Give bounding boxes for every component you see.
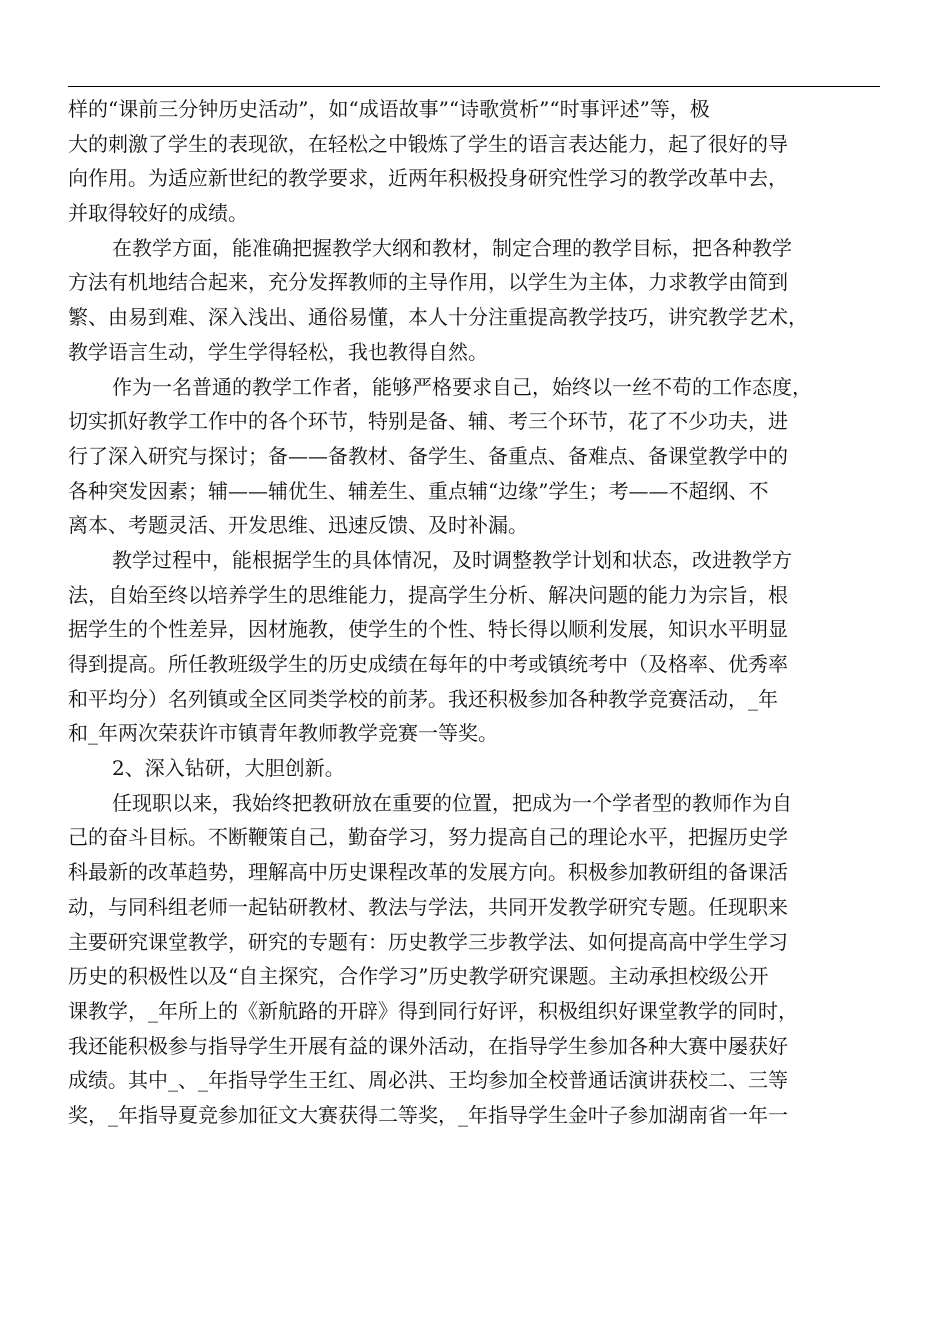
text-line: 动，与同科组老师一起钻研教材、教法与学法，共同开发教学研究专题。任现职来	[68, 894, 788, 919]
text-line: 和_年两次荣获许市镇青年教师教学竞赛一等奖。	[68, 721, 498, 746]
text-line: 离本、考题灵活、开发思维、迅速反馈、及时补漏。	[68, 513, 528, 538]
text-line: 行了深入研究与探讨；备——备教材、备学生、备重点、备难点、备课堂教学中的	[68, 443, 788, 468]
text-line: 各种突发因素；辅——辅优生、辅差生、重点辅“边缘”学生；考——不超纲、不	[68, 478, 769, 503]
text-line: 奖，_年指导夏竞参加征文大赛获得二等奖，_年指导学生金叶子参加湖南省一年一	[68, 1102, 788, 1127]
text-line: 我还能积极参与指导学生开展有益的课外活动，在指导学生参加各种大赛中屡获好	[68, 1033, 788, 1058]
text-line: 教学语言生动，学生学得轻松，我也教得自然。	[68, 339, 488, 364]
header-rule	[68, 86, 880, 87]
text-line: 己的奋斗目标。不断鞭策自己，勤奋学习，努力提高自己的理论水平，把握历史学	[68, 825, 788, 850]
document-body	[68, 92, 884, 1133]
text-line: 科最新的改革趋势，理解高中历史课程改革的发展方向。积极参加教研组的备课活	[68, 860, 788, 885]
text-line: 并取得较好的成绩。	[68, 201, 248, 226]
text-line: 法，自始至终以培养学生的思维能力，提高学生分析、解决问题的能力为宗旨，根	[68, 582, 788, 607]
text-line: 据学生的个性差异，因材施教，使学生的个性、特长得以顺利发展，知识水平明显	[68, 617, 788, 642]
text-line: 和平均分）名列镇或全区同类学校的前茅。我还积极参加各种教学竞赛活动，_年	[68, 686, 778, 711]
text-line: 样的“课前三分钟历史活动”，如“成语故事”“诗歌赏析”“时事评述”等，极	[68, 97, 710, 121]
text-line: 历史的积极性以及“自主探究，合作学习”历史教学研究课题。主动承担校级公开	[68, 964, 769, 989]
text-line: 在教学方面，能准确把握教学大纲和教材，制定合理的教学目标，把各种教学	[112, 235, 792, 260]
text-line: 方法有机地结合起来，充分发挥教师的主导作用，以学生为主体，力求教学由简到	[68, 270, 788, 295]
text-line: 向作用。为适应新世纪的教学要求，近两年积极投身研究性学习的教学改革中去，	[68, 166, 788, 191]
text-line: 得到提高。所任教班级学生的历史成绩在每年的中考或镇统考中（及格率、优秀率	[68, 652, 788, 676]
text-line: 成绩。其中_、_年指导学生王红、周必洪、王均参加全校普通话演讲获校二、三等	[68, 1068, 788, 1093]
text-line: 切实抓好教学工作中的各个环节，特别是备、辅、考三个环节，花了不少功夫，进	[68, 409, 788, 434]
text-line: 作为一名普通的教学工作者，能够严格要求自己，始终以一丝不苟的工作态度，	[112, 374, 812, 399]
text-line: 任现职以来，我始终把教研放在重要的位置，把成为一个学者型的教师作为自	[112, 790, 792, 815]
text-line: 2、深入钻研，大胆创新。	[112, 756, 345, 781]
text-line: 主要研究课堂教学，研究的专题有：历史教学三步教学法、如何提高高中学生学习	[68, 929, 788, 954]
text-line: 课教学，_年所上的《新航路的开辟》得到同行好评，积极组织好课堂教学的同时，	[68, 998, 798, 1023]
text-line: 教学过程中，能根据学生的具体情况，及时调整教学计划和状态，改进教学方	[112, 547, 792, 572]
text-line: 大的刺激了学生的表现欲，在轻松之中锻炼了学生的语言表达能力，起了很好的导	[68, 131, 788, 156]
text-line: 繁、由易到难、深入浅出、通俗易懂，本人十分注重提高教学技巧，讲究教学艺术，	[68, 305, 808, 330]
